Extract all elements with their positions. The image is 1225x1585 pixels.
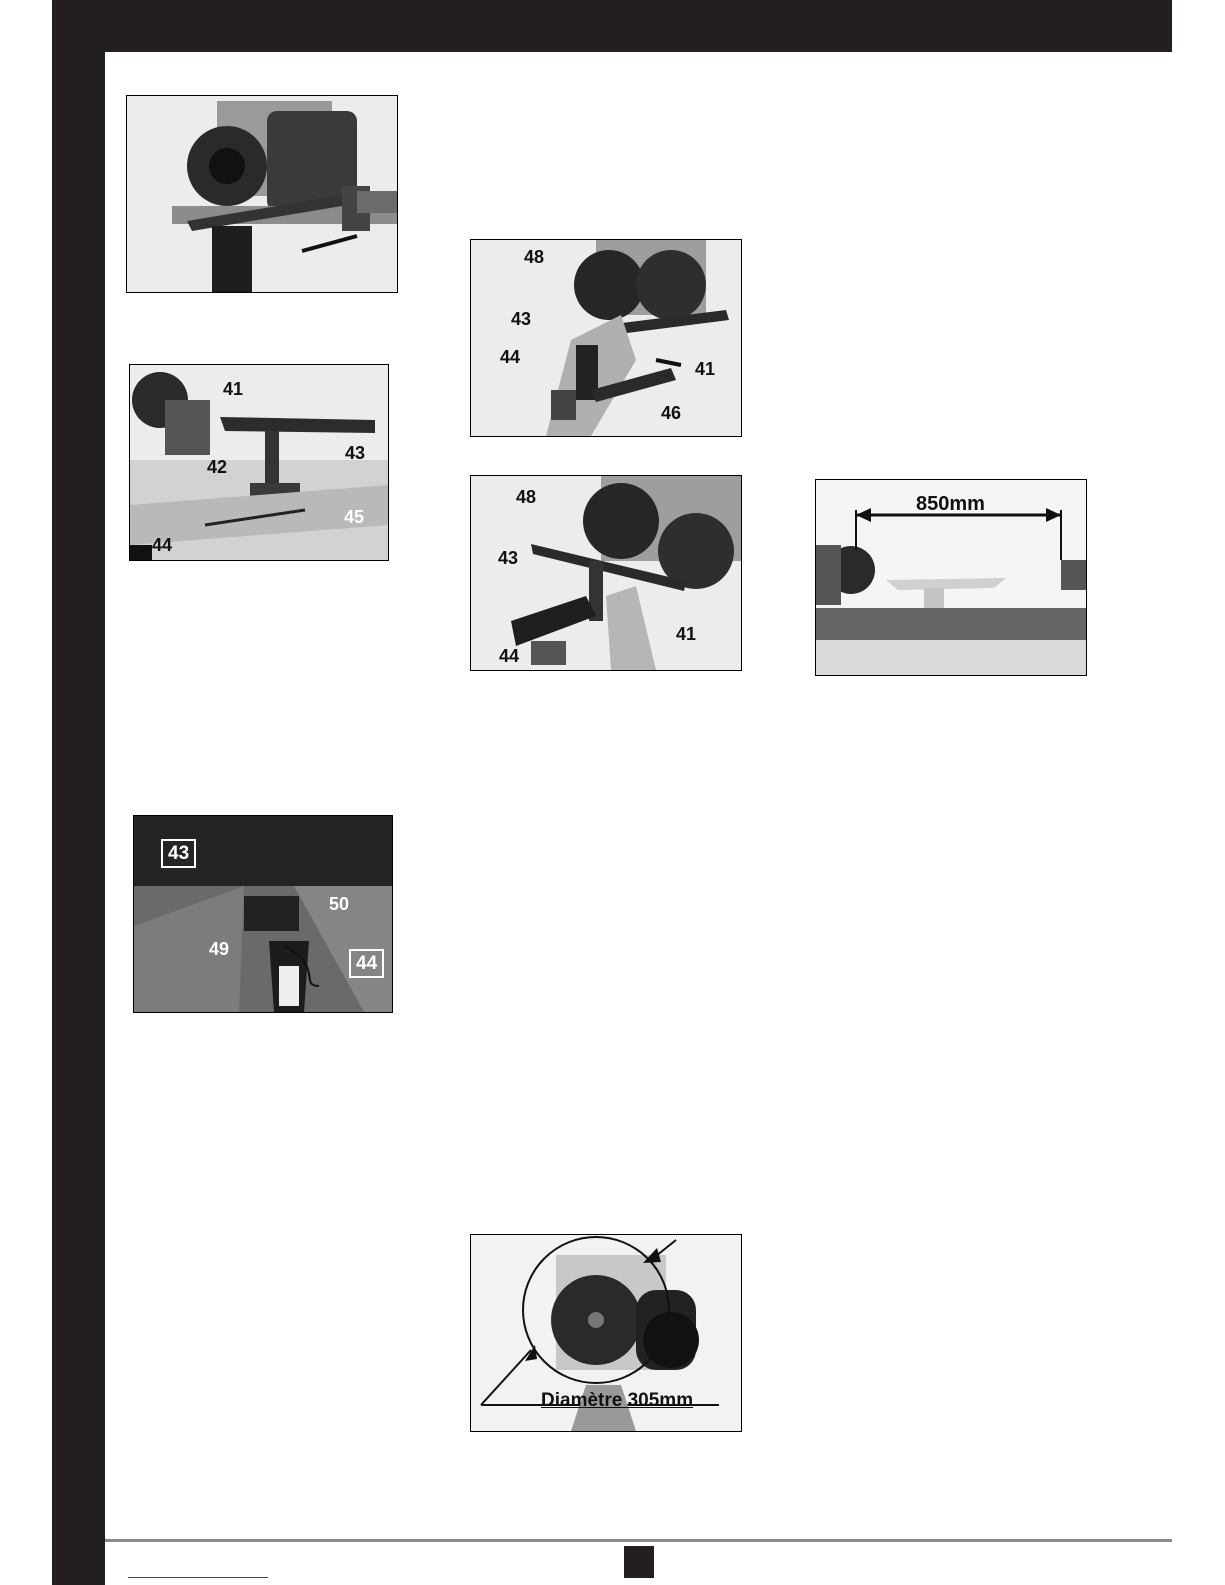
photo-banjo-assembly-1 [470, 239, 742, 437]
page-number-box [624, 1546, 654, 1578]
callout-43: 43 [511, 309, 532, 329]
swing-diameter-caption: Diamètre 305mm [541, 1390, 694, 1411]
callout-46: 46 [661, 403, 682, 423]
photo-a-illustration [127, 96, 397, 292]
callout-48: 48 [516, 487, 537, 507]
callout-44: 44 [500, 347, 521, 367]
footer-rule [105, 1539, 1172, 1542]
callout-42: 42 [207, 457, 228, 477]
header-bar [52, 0, 1172, 52]
callout-50: 50 [329, 894, 350, 914]
callout-41: 41 [223, 379, 244, 399]
callout-45: 45 [344, 507, 365, 527]
photo-d-illustration [471, 240, 741, 436]
callout-43: 43 [345, 443, 366, 463]
footer-link[interactable] [128, 1563, 268, 1578]
callout-41: 41 [695, 359, 716, 379]
photo-toolrest-labeled [129, 364, 389, 561]
callout-44-boxed: 44 [349, 949, 384, 978]
callout-48: 48 [524, 247, 545, 267]
callout-43-boxed: 43 [161, 839, 196, 868]
photo-headstock-toolrest [126, 95, 398, 293]
photo-banjo-assembly-2 [470, 475, 742, 671]
side-bar [52, 0, 105, 1585]
photo-e-illustration [471, 476, 741, 670]
callout-44: 44 [499, 646, 520, 666]
callout-44: 44 [152, 535, 173, 555]
photo-bed-underside [133, 815, 393, 1013]
photo-distance-between-centres [815, 479, 1087, 676]
dimension-label: 850mm [916, 493, 985, 515]
photo-swing-diameter [470, 1234, 742, 1432]
callout-41: 41 [676, 624, 697, 644]
callout-49: 49 [209, 939, 230, 959]
callout-43: 43 [498, 548, 519, 568]
